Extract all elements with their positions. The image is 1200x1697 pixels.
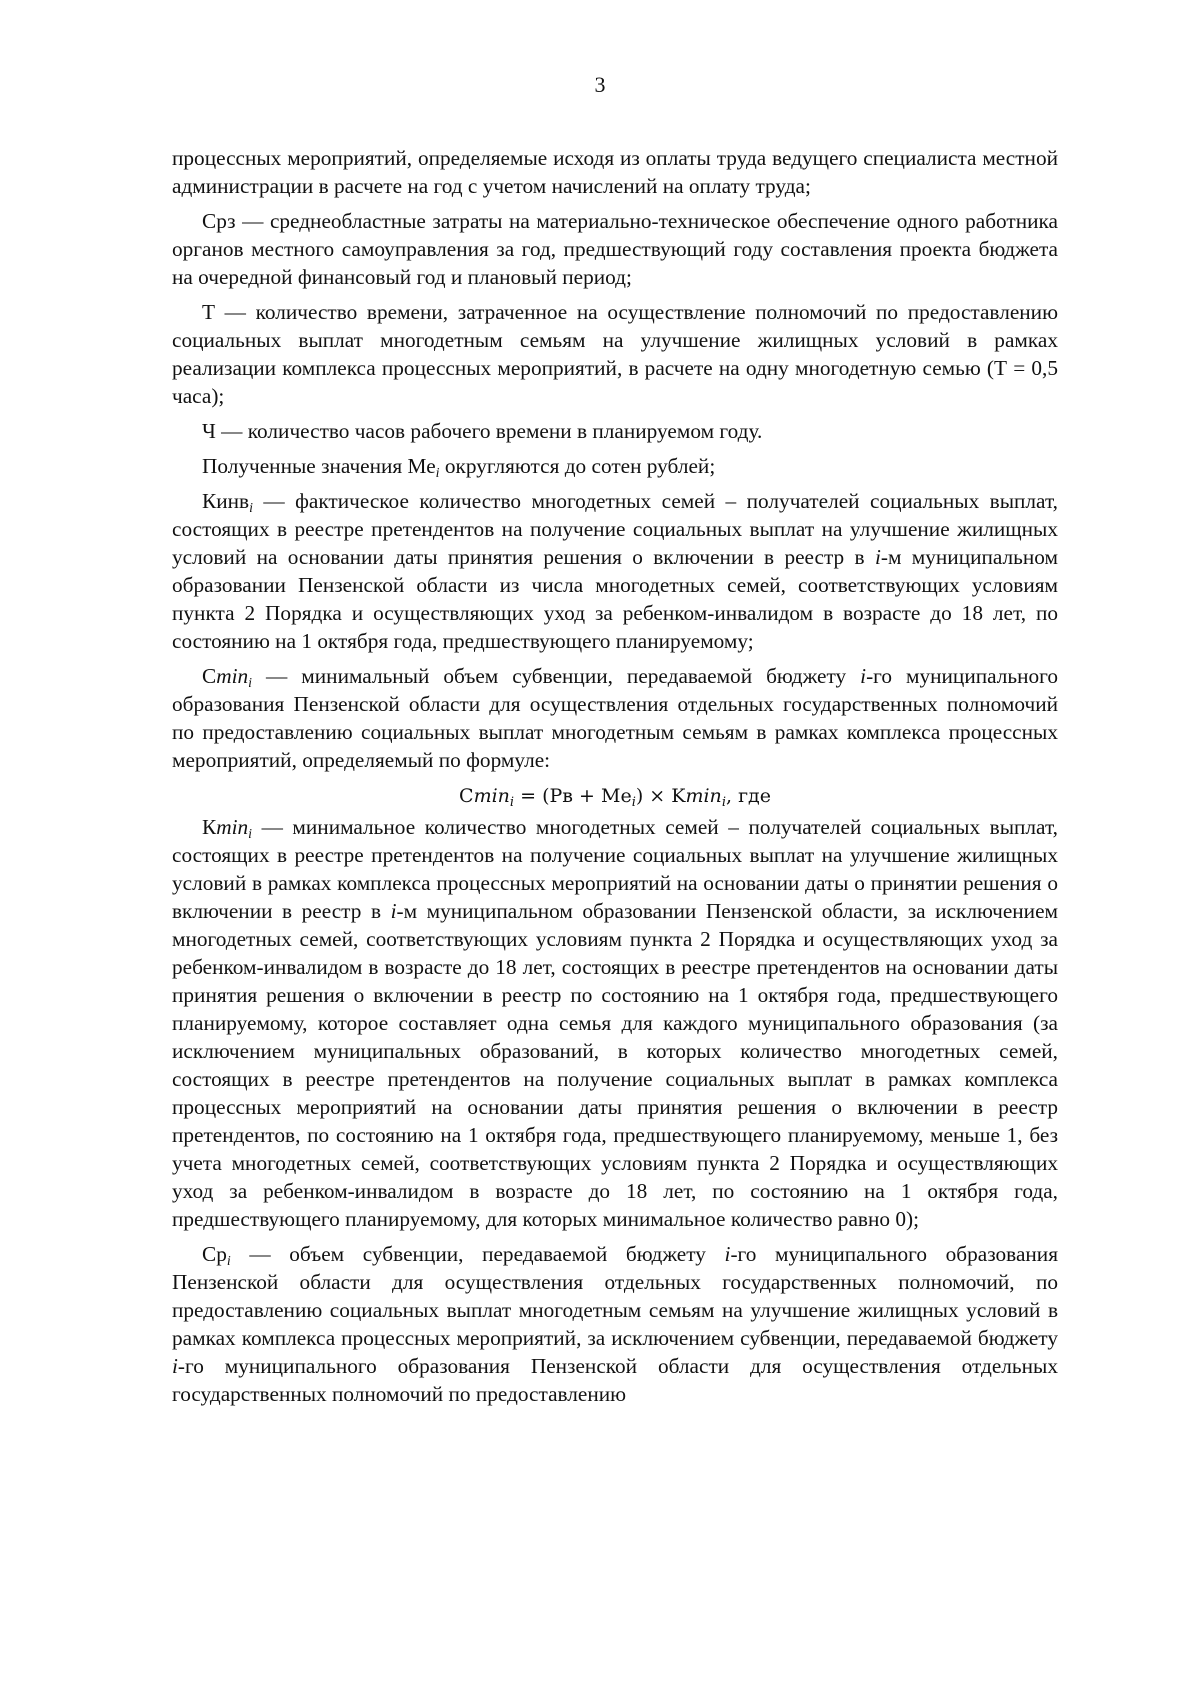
- paragraph-cmin-definition: [172, 662, 1058, 774]
- symbol-min: min: [216, 664, 249, 688]
- definition-text: — минимальный объем субвенции, передаваемой бюджету: [252, 664, 861, 688]
- formula-mid: ) × K: [635, 785, 686, 807]
- paragraph-srz-definition: [172, 207, 1058, 291]
- paragraph-rounding-note: [172, 452, 1058, 480]
- paragraph-sr-definition: [172, 1240, 1058, 1408]
- formula-lhs-c: C: [459, 785, 474, 807]
- formula-lhs-min: min: [473, 785, 510, 807]
- definition-text-cont: -го муниципального образования Пензенской области для осуществления отдельных государственных полномочий, по предоставлению социальных выплат многодетным семьям на улучшение жилищных условий в рамках комплекса процессных мероприятий, за исключением субвенции, передаваемой бюджету: [172, 1242, 1058, 1350]
- definition-text-cont: -м муниципальном образовании Пензенской области, за исключением многодетных семей, соответствующих условиям пункта 2 Порядка и осуществляющих уход за ребенком-инвалидом в возрасте до 18 лет, состоящих в реестре претендентов на основании даты принятия решения о включении в реестр по состоянию на 1 октября года, предшествующего планируемому, которое составляет одна семья для каждого муниципального образования (за исключением муниципальных образований, в которых количество многодетных семей, состоящих в реестре претендентов на получение социальных выплат в рамках комплекса процессных мероприятий на основании даты принятия решения о включении в реестр претендентов, по состоянию на 1 октября года, предшествующего планируемому, меньше 1, без учета многодетных семей, соответствующих условиям пункта 2 Порядка и осуществляющих уход за ребенком-инвалидом в возрасте до 18 лет, по состоянию на 1 октября года, предшествующего планируемому, для которых минимальное количество равно 0);: [172, 899, 1058, 1231]
- note-text-after: округляются до сотен рублей;: [439, 454, 716, 478]
- formula-eq: = (Рв + Ме: [514, 785, 632, 807]
- subscript-i: i: [248, 826, 253, 842]
- paragraph-kinv-definition: [172, 487, 1058, 655]
- paragraph-t-definition: [172, 298, 1058, 410]
- definition-text: — минимальное количество многодетных семей – получателей социальных выплат, состоящих в реестре претендентов на получение социальных выплат на улучшение жилищных условий в рамках комплекса процессных мероприятий на основании даты о принятии решения о включении в реестр в: [172, 815, 1058, 923]
- formula-tail: , где: [725, 785, 771, 807]
- italic-i: i: [724, 1242, 731, 1266]
- page-number: 3: [594, 72, 606, 97]
- symbol-min: min: [216, 815, 249, 839]
- italic-i: i: [860, 664, 867, 688]
- definition-text: — фактическое количество многодетных семей – получателей социальных выплат, состоящих в реестре претендентов на получение социальных выплат на улучшение жилищных условий на основании даты принятия решения о включении в реестр в: [172, 489, 1058, 569]
- symbol-t: Т: [202, 300, 216, 324]
- formula-me-sub: i: [631, 794, 636, 810]
- definition-text-cont: -го муниципального образования Пензенской области для осуществления отдельных государственных полномочий по предоставлению социальных выплат многодетным семьям в рамках комплекса процессных мероприятий, определяемый по формуле:: [172, 664, 1059, 772]
- subscript-i: i: [226, 1253, 231, 1269]
- formula-lhs-sub: i: [509, 794, 515, 810]
- paragraph-continuation: [172, 144, 1058, 200]
- symbol-srz: Срз: [202, 209, 236, 233]
- definition-text: — среднеобластные затраты на материально-техническое обеспечение одного работника органов местного самоуправления за год, предшествующий году составления проекта бюджета на очередной финансовый год и плановый период;: [172, 209, 1058, 289]
- definition-text: — количество времени, затраченное на осуществление полномочий по предоставлению социальных выплат многодетным семьям на улучшение жилищных условий в рамках реализации комплекса процессных мероприятий, в расчете на одну многодетную семью (Т = 0,5 часа);: [172, 300, 1058, 408]
- formula-rhs-min: min: [685, 785, 722, 807]
- formula-cmin: [172, 781, 1058, 810]
- italic-i: i: [390, 899, 397, 923]
- subscript-i: i: [248, 675, 253, 691]
- definition-text-cont: -м муниципальном образовании Пензенской области из числа многодетных семей, соответствующих условиям пункта 2 Порядка и осуществляющих уход за ребенком-инвалидом в возрасте до 18 лет, по состоянию на 1 октября года, предшествующего планируемому;: [172, 545, 1058, 653]
- definition-text: — объем субвенции, передаваемой бюджету: [230, 1242, 725, 1266]
- symbol-sr: Ср: [202, 1242, 227, 1266]
- paragraph-ch-definition: [172, 417, 1058, 445]
- paragraph-text: процессных мероприятий, определяемые исходя из оплаты труда ведущего специалиста местной администрации в расчете на год с учетом начислений на оплату труда;: [172, 146, 1058, 198]
- definition-text-end: -го муниципального образования Пензенской области для осуществления отдельных государственных полномочий по предоставлению: [172, 1354, 1058, 1406]
- definition-text: — количество часов рабочего времени в планируемом году.: [215, 419, 763, 443]
- formula-rhs-sub: i: [721, 794, 726, 810]
- note-text-before: Полученные значения Ме: [202, 454, 436, 478]
- symbol-c: С: [202, 664, 217, 688]
- document-body: [172, 144, 1058, 1415]
- paragraph-kmin-definition: [172, 813, 1058, 1233]
- italic-i-2: i: [172, 1354, 178, 1378]
- subscript-i: i: [435, 465, 440, 481]
- symbol-ch: Ч: [202, 419, 216, 443]
- subscript-i: i: [249, 500, 253, 516]
- symbol-kinv: Кинв: [202, 489, 250, 513]
- italic-i: i: [874, 545, 881, 569]
- symbol-k: К: [202, 815, 217, 839]
